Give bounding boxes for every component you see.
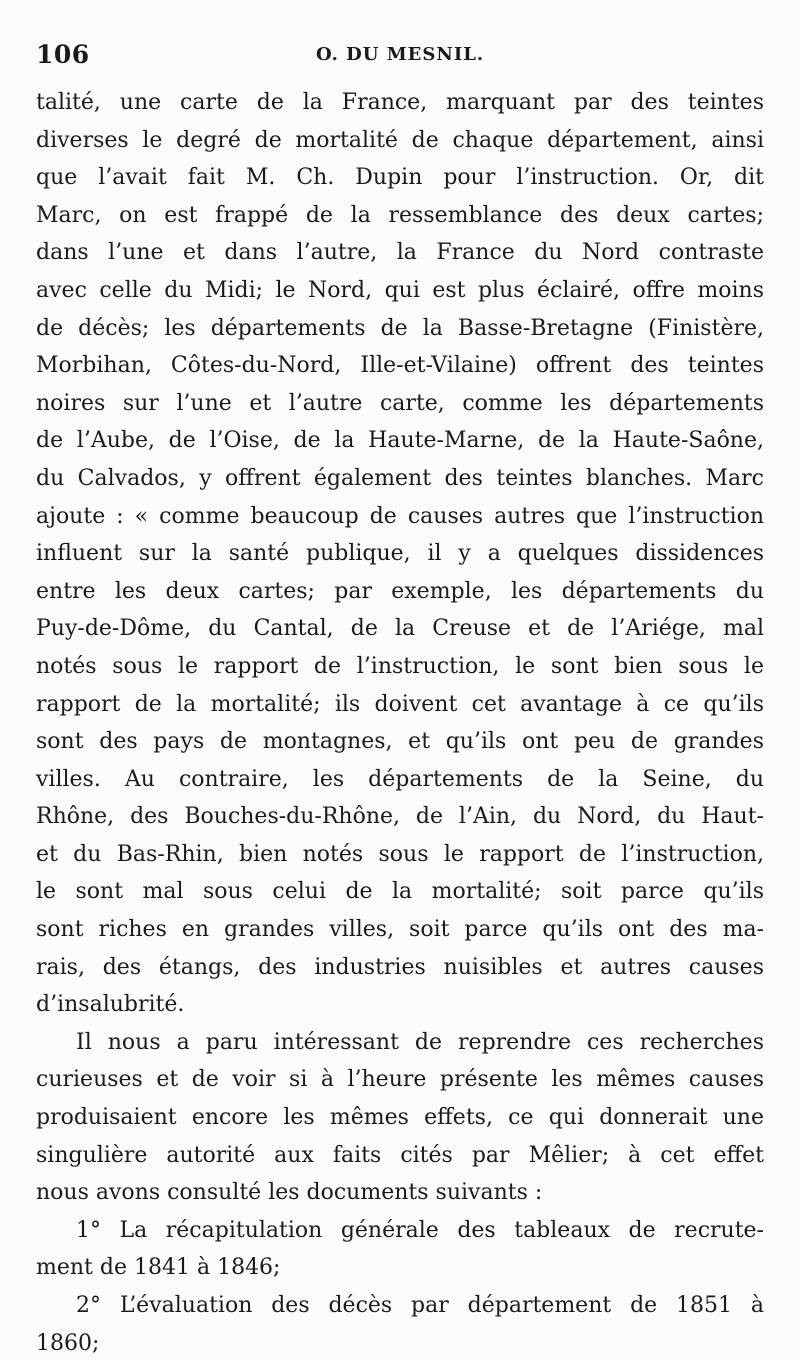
text-line: que l’avait fait M. Ch. Dupin pour l’instruction. Or, dit [36, 165, 764, 191]
text-line: influent sur la santé publique, il y a quelques dissidences [36, 541, 764, 567]
text-line: rapport de la mortalité; ils doivent cet avantage à ce qu’ils [36, 691, 764, 717]
paragraph-start-line: Il nous a paru intéressant de reprendre ces recherches [76, 1029, 764, 1055]
text-line: Rhône, des Bouches-du-Rhône, de l’Ain, du Nord, du Haut- [36, 804, 764, 830]
text-line: le sont mal sous celui de la mortalité; soit parce qu’ils [36, 879, 764, 905]
text-line: dans l’une et dans l’autre, la France du Nord contraste [36, 240, 764, 266]
text-line: Puy-de-Dôme, du Cantal, de la Creuse et de l’Ariége, mal [36, 616, 764, 642]
text-line: avec celle du Midi; le Nord, qui est plus éclairé, offre moins [36, 277, 764, 303]
text-line: diverses le degré de mortalité de chaque département, ainsi [36, 127, 764, 153]
list-item-1-start: 1° La récapitulation générale des tableaux de recrute- [76, 1217, 764, 1243]
list-item-2-end: 1860; [36, 1330, 100, 1356]
text-line: du Calvados, y offrent également des teintes blanches. Marc [36, 465, 764, 491]
text-line: produisaient encore les mêmes effets, ce qui donnerait une [36, 1105, 764, 1131]
page-number: 106 [36, 40, 90, 69]
text-line: rais, des étangs, des industries nuisibles et autres causes [36, 954, 764, 980]
text-line: entre les deux cartes; par exemple, les départements du [36, 578, 764, 604]
text-line: Morbihan, Côtes-du-Nord, Ille-et-Vilaine) offrent des teintes [36, 353, 764, 379]
text-line: sont riches en grandes villes, soit parce qu’ils ont des ma- [36, 917, 764, 943]
paragraph-end-line: d’insalubrité. [36, 992, 185, 1018]
paragraph-end-line: nous avons consulté les documents suivants : [36, 1180, 543, 1206]
text-line: de l’Aube, de l’Oise, de la Haute-Marne, de la Haute-Saône, [36, 428, 764, 454]
text-line: de décès; les départements de la Basse-Bretagne (Finistère, [36, 315, 764, 341]
list-item-2-start: 2° L’évaluation des décès par département de 1851 à [76, 1293, 764, 1318]
text-line: noires sur l’une et l’autre carte, comme les départements [36, 390, 764, 416]
text-line: ajoute : « comme beaucoup de causes autres que l’instruction [36, 503, 764, 529]
text-line: curieuses et de voir si à l’heure présente les mêmes causes [36, 1067, 764, 1093]
text-line: singulière autorité aux faits cités par Mêlier; à cet effet [36, 1142, 764, 1168]
text-line: notés sous le rapport de l’instruction, le sont bien sous le [36, 653, 764, 679]
text-line: Marc, on est frappé de la ressemblance des deux cartes; [36, 202, 764, 228]
running-head: O. DU MESNIL. [316, 44, 485, 65]
text-line: villes. Au contraire, les départements de la Seine, du [36, 766, 764, 792]
text-line: sont des pays de montagnes, et qu’ils ont peu de grandes [36, 729, 764, 755]
list-item-1-end: ment de 1841 à 1846; [36, 1255, 281, 1281]
body-text [36, 84, 764, 1362]
page-header [36, 40, 776, 74]
text-line: talité, une carte de la France, marquant par des teintes [36, 90, 764, 115]
text-line: et du Bas-Rhin, bien notés sous le rapport de l’instruction, [36, 841, 764, 867]
